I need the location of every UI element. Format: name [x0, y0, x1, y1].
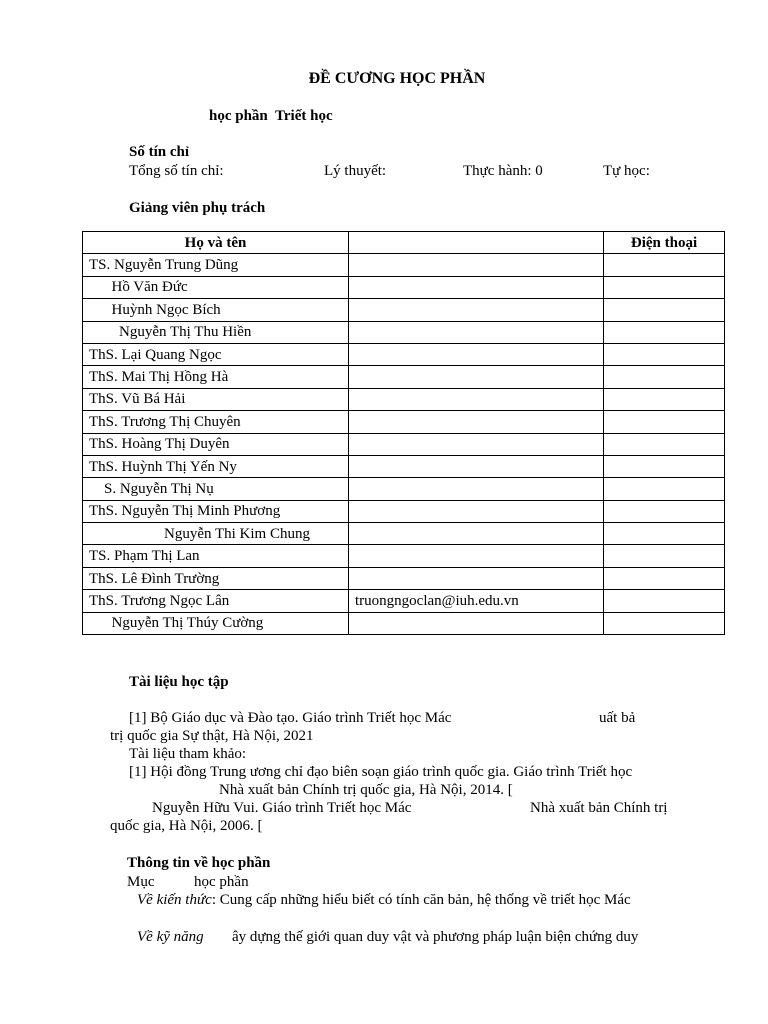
lecturer-name-cell: ThS. Trương Thị Chuyên: [83, 411, 349, 433]
total-credits-label: Tổng số tín chỉ:: [129, 163, 224, 179]
extra-references-label: Tài liệu tham khảo:: [129, 746, 247, 762]
lecturer-email-cell: [349, 567, 604, 589]
lecturer-phone-cell: [604, 590, 725, 612]
lecturer-name-cell: ThS. Hoàng Thị Duyên: [83, 433, 349, 455]
lecturer-email-cell: [349, 478, 604, 500]
knowledge-text: : Cung cấp những hiểu biết có tính căn bản, hệ thống về triết học Mác: [211, 892, 631, 908]
lecturer-name-cell: Nguyễn Thi Kim Chung: [83, 523, 349, 545]
lecturers-heading: Giảng viên phụ trách: [129, 200, 266, 216]
table-row: [83, 254, 725, 276]
lecturer-email-cell: [349, 299, 604, 321]
lecturer-phone-cell: [604, 276, 725, 298]
table-row: [83, 523, 725, 545]
reference-3-publisher: Nhà xuất bản Chính trị: [530, 800, 668, 816]
lecturer-email-cell: [349, 545, 604, 567]
lecturer-name-cell: ThS. Lê Đình Trường: [83, 567, 349, 589]
reference-3-text: Nguyễn Hữu Vui. Giáo trình Triết học Mác: [152, 800, 412, 816]
lecturer-name-cell: ThS. Mai Thị Hồng Hà: [83, 366, 349, 388]
lecturer-phone-cell: [604, 523, 725, 545]
self-study-credits-label: Tự học:: [603, 163, 650, 179]
reference-2-text: [1] Hội đồng Trung ương chỉ đạo biên soạn giáo trình quốc gia. Giáo trình Triết học: [129, 764, 633, 780]
lecturer-phone-cell: [604, 299, 725, 321]
lecturer-name-cell: ThS. Vũ Bá Hải: [83, 388, 349, 410]
header-name: Họ và tên: [83, 232, 349, 254]
goals-label-continuation: học phần: [194, 874, 249, 890]
table-row: [83, 612, 725, 634]
course-name-line: học phần Triết học: [209, 108, 333, 124]
table-row: [83, 500, 725, 522]
lecturer-name-cell: Nguyễn Thị Thúy Cường: [83, 612, 349, 634]
table-row: [83, 343, 725, 365]
table-row: [83, 567, 725, 589]
table-row: [83, 590, 725, 612]
table-row: [83, 478, 725, 500]
header-email: [349, 232, 604, 254]
reference-1-continuation: trị quốc gia Sự thật, Hà Nội, 2021: [110, 728, 314, 744]
reference-3-continuation: quốc gia, Hà Nội, 2006. [: [110, 818, 263, 834]
lecturer-phone-cell: [604, 254, 725, 276]
lecturer-email-cell: [349, 500, 604, 522]
lecturer-email-cell: [349, 455, 604, 477]
credits-heading: Số tín chỉ: [129, 144, 190, 160]
lecturer-phone-cell: [604, 500, 725, 522]
table-row: [83, 321, 725, 343]
knowledge-goal: [137, 891, 631, 909]
lecturer-phone-cell: [604, 343, 725, 365]
lecturers-table: [82, 231, 725, 635]
lecturer-phone-cell: [604, 321, 725, 343]
lecturer-name-cell: S. Nguyễn Thị Nụ: [83, 478, 349, 500]
lecturer-email-cell: truongngoclan@iuh.edu.vn: [349, 590, 604, 612]
lecturer-email-cell: [349, 254, 604, 276]
materials-heading: Tài liệu học tập: [129, 674, 229, 690]
lecturer-name-cell: ThS. Huỳnh Thị Yến Ny: [83, 455, 349, 477]
lecturer-name-cell: TS. Nguyễn Trung Dũng: [83, 254, 349, 276]
lecturer-name-cell: Nguyễn Thị Thu Hiền: [83, 321, 349, 343]
lecturer-name-cell: Huỳnh Ngọc Bích: [83, 299, 349, 321]
lecturer-phone-cell: [604, 455, 725, 477]
lecturer-phone-cell: [604, 545, 725, 567]
table-row: [83, 545, 725, 567]
table-header-row: [83, 232, 725, 254]
lecturer-phone-cell: [604, 388, 725, 410]
reference-1-text: [1] Bộ Giáo dục và Đào tạo. Giáo trình Triết học Mác: [129, 710, 452, 726]
lecturer-name-cell: ThS. Nguyễn Thị Minh Phương: [83, 500, 349, 522]
table-row: [83, 366, 725, 388]
reference-2-continuation: Nhà xuất bản Chính trị quốc gia, Hà Nội, 2014. [: [219, 782, 513, 798]
lecturer-name-cell: TS. Phạm Thị Lan: [83, 545, 349, 567]
lecturer-phone-cell: [604, 366, 725, 388]
table-row: [83, 388, 725, 410]
lecturer-name-cell: ThS. Trương Ngọc Lân: [83, 590, 349, 612]
knowledge-label: Về kiến thức: [137, 892, 212, 908]
header-phone: Điện thoại: [604, 232, 725, 254]
document-title: ĐỀ CƯƠNG HỌC PHẦN: [308, 70, 486, 87]
lecturers-table-body: [83, 254, 725, 635]
lecturer-phone-cell: [604, 411, 725, 433]
lecturer-email-cell: [349, 433, 604, 455]
theory-credits-label: Lý thuyết:: [324, 163, 387, 179]
lecturer-email-cell: [349, 612, 604, 634]
lecturer-email-cell: [349, 276, 604, 298]
goals-label: Mục: [127, 874, 155, 890]
lecturer-name-cell: Hồ Văn Đức: [83, 276, 349, 298]
lecturer-phone-cell: [604, 478, 725, 500]
table-row: [83, 411, 725, 433]
table-row: [83, 299, 725, 321]
lecturer-phone-cell: [604, 612, 725, 634]
lecturer-email-cell: [349, 523, 604, 545]
skills-text: ây dựng thế giới quan duy vật và phương pháp luận biện chứng duy: [232, 929, 639, 945]
lecturer-email-cell: [349, 388, 604, 410]
course-info-heading: Thông tin về học phần: [127, 855, 271, 871]
lecturer-phone-cell: [604, 433, 725, 455]
practice-credits-label: Thực hành: 0: [463, 163, 543, 179]
reference-1-publisher-fragment: uất bả: [599, 710, 636, 726]
lecturer-email-cell: [349, 411, 604, 433]
lecturer-phone-cell: [604, 567, 725, 589]
skills-label: Về kỹ năng: [137, 929, 204, 945]
table-row: [83, 433, 725, 455]
table-row: [83, 455, 725, 477]
lecturer-email-cell: [349, 343, 604, 365]
lecturer-name-cell: ThS. Lại Quang Ngọc: [83, 343, 349, 365]
table-row: [83, 276, 725, 298]
lecturer-email-cell: [349, 366, 604, 388]
lecturer-email-cell: [349, 321, 604, 343]
